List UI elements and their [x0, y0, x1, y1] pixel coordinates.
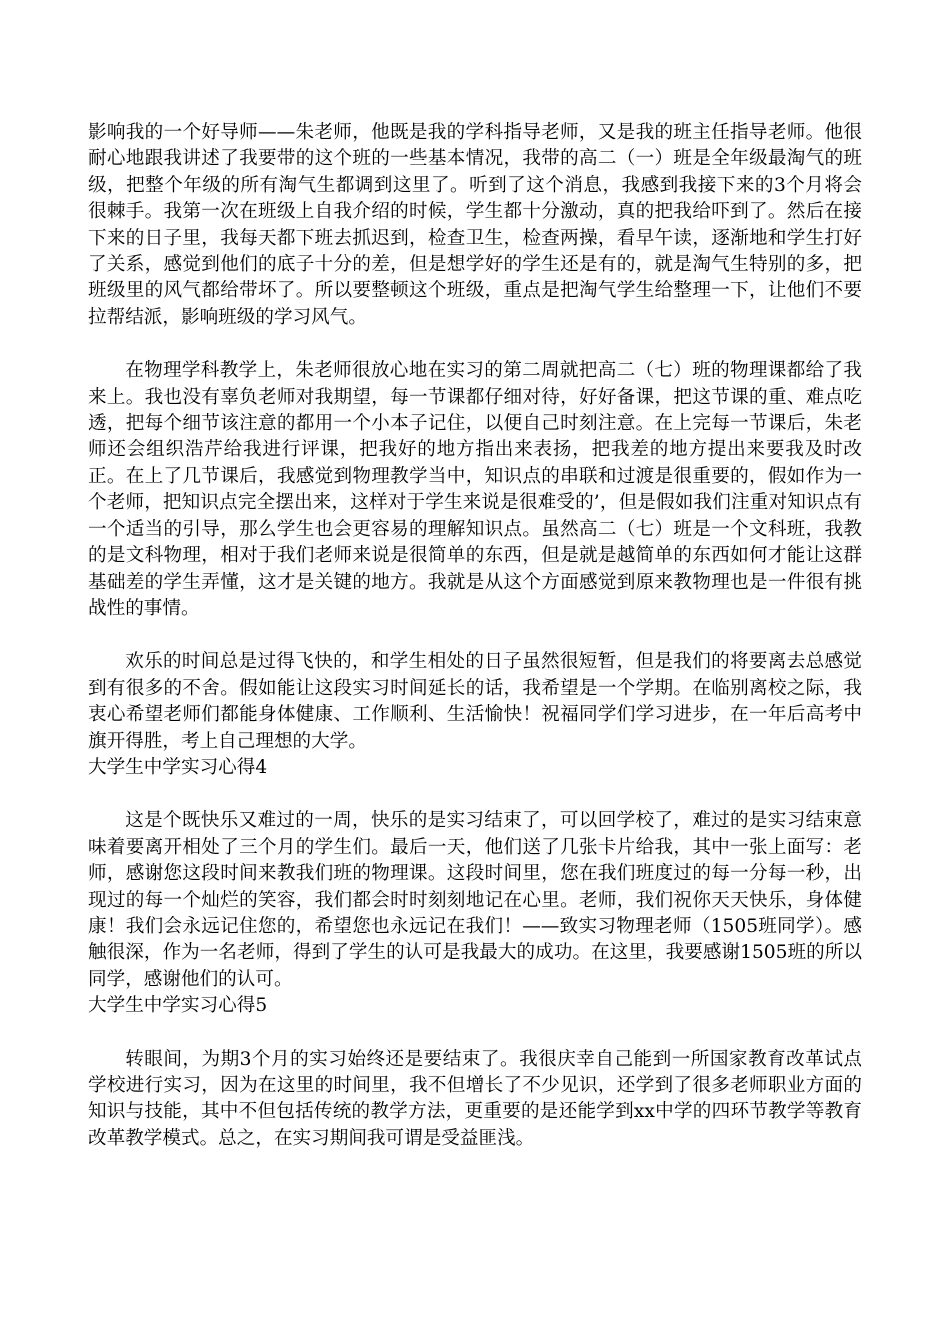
- paragraph-internship-end: 转眼间，为期3个月的实习始终还是要结束了。我很庆幸自己能到一所国家教育改革试点学校进行实习，因为在这里的时间里，我不但增长了不少见识，还学到了很多老师职业方面的知识与技能，其中不但包括传统的教学方法，更重要的是还能学到xx中学的四环节教学等教育改革教学模式。总之，在实习期间我可谓是受益匪浅。: [88, 1048, 862, 1149]
- paragraph-physics-teaching: 在物理学科教学上，朱老师很放心地在实习的第二周就把高二（七）班的物理课都给了我来上。我也没有辜负老师对我期望，每一节课都仔细对待，好好备课，把这节课的重、难点吃透，把每个细节该注意的都用一个小本子记住，以便自己时刻注意。在上完每一节课后，朱老师还会组织浩芹给我进行评课，把我好的地方指出来表扬，把我差的地方提出来要我及时改正。在上了几节课后，我感觉到物理教学当中，知识点的串联和过渡是很重要的，假如作为一个老师，把知识点完全摆出来，这样对于学生来说是很难受的’，但是假如我们注重对知识点有一个适当的引导，那么学生也会更容易的理解知识点。虽然高二（七）班是一个文科班，我教的是文科物理，相对于我们老师来说是很简单的东西，但是就是越简单的东西如何才能让这群基础差的学生弄懂，这才是关键的地方。我就是从这个方面感觉到原来教物理也是一件很有挑战性的事情。: [88, 360, 862, 619]
- section-heading-4: 大学生中学实习心得4: [88, 756, 268, 778]
- paragraph-mentor: 影响我的一个好导师——朱老师，他既是我的学科指导老师，又是我的班主任指导老师。他很耐心地跟我讲述了我要带的这个班的一些基本情况，我带的高二（一）班是全年级最淘气的班级，把整个年级的所有淘气生都调到这里了。听到了这个消息，我感到我接下来的3个月将会很棘手。我第一次在班级上自我介绍的时候，学生都十分激动，真的把我给吓到了。然后在接下来的日子里，我每天都下班去抓迟到，检查卫生，检查两操，看早午读，逐渐地和学生打好了关系，感觉到他们的底子十分的差，但是想学好的学生还是有的，就是淘气生特别的多，把班级里的风气都给带坏了。所以要整顿这个班级，重点是把淘气学生给整理一下，让他们不要拉帮结派，影响班级的学习风气。: [88, 122, 862, 328]
- paragraph-gap: [88, 1020, 862, 1047]
- paragraph-last-week: 这是个既快乐又难过的一周，快乐的是实习结束了，可以回学校了，难过的是实习结束意味着要离开相处了三个月的学生们。最后一天，他们送了几张卡片给我，其中一张上面写：老师，感谢您这段时间来教我们班的物理课。这段时间里，您在我们班度过的每一分每一秒，出现过的每一个灿烂的笑容，我们都会时时刻刻地记在心里。老师，我们祝你天天快乐，身体健康！我们会永远记住您的，希望您也永远记在我们！——致实习物理老师（1505班同学）。感触很深，作为一名老师，得到了学生的认可是我最大的成功。在这里，我要感谢1505班的所以同学，感谢他们的认可。: [88, 810, 862, 990]
- section-heading-5: 大学生中学实习心得5: [88, 995, 268, 1017]
- paragraph-farewell: 欢乐的时间总是过得飞快的，和学生相处的日子虽然很短暂，但是我们的将要离去总感觉到有很多的不舍。假如能让这段实习时间延长的话，我希望是一个学期。在临别离校之际，我衷心希望老师们都能身体健康、工作顺利、生活愉快！祝福同学们学习进步，在一年后高考中旗开得胜，考上自己理想的大学。: [88, 651, 862, 752]
- paragraph-gap: [88, 781, 862, 808]
- document-page: [88, 120, 862, 1152]
- paragraph-gap: [88, 622, 862, 649]
- paragraph-gap: [88, 331, 862, 358]
